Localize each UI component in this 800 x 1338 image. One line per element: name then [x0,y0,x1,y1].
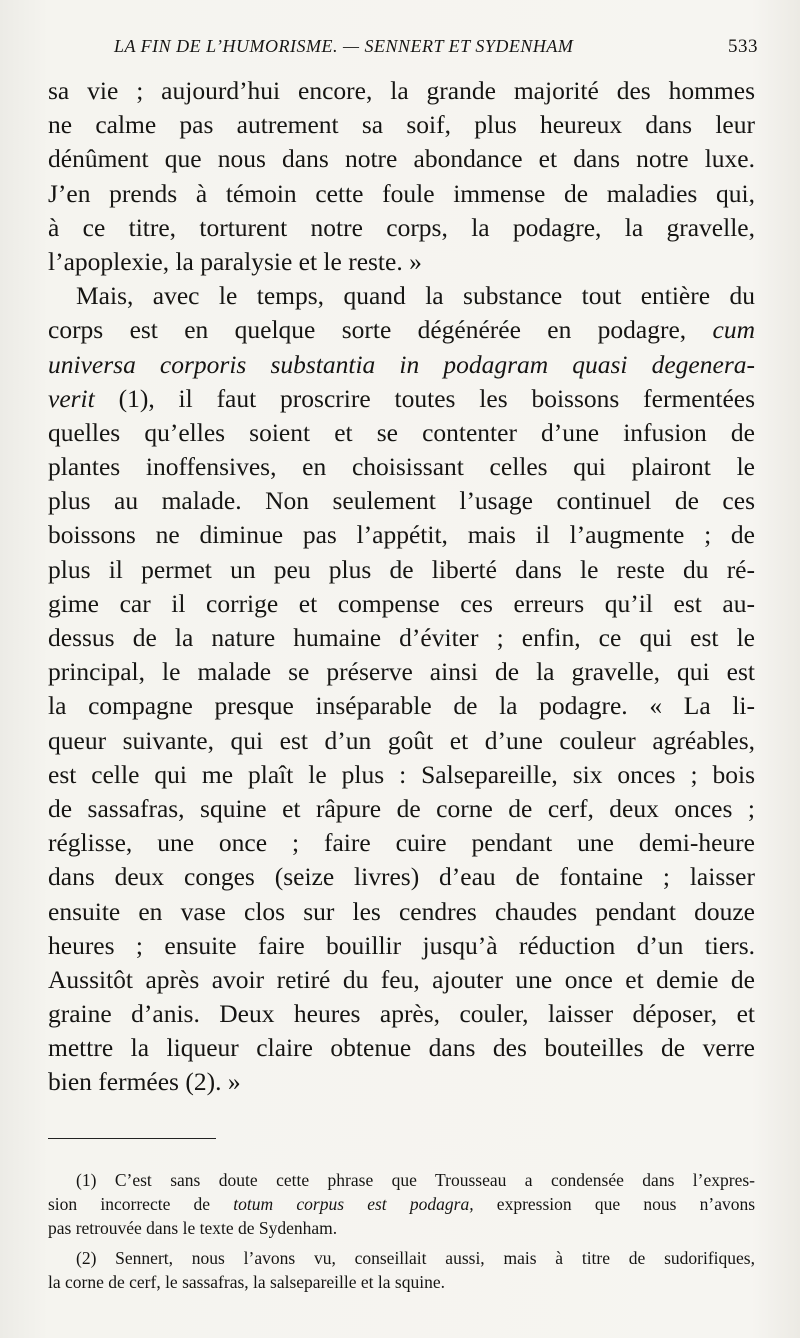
footnote-fragment: sion incorrecte de [48,1194,211,1214]
text-line: mettre la liqueur claire obtenue dans des bouteilles de verre [48,1033,755,1063]
text-line-latin: universa corporis substantia in podagram quasi degenera- [48,349,755,379]
footnote-rule [48,1138,216,1139]
text-line: graine d’anis. Deux heures après, couler, laisser déposer, et [48,999,755,1029]
latin-quote: verit [48,383,95,413]
text-line: quelles qu’elles soient et se contenter d’une infusion de [48,417,755,447]
text-line: plantes inoffensives, en choisissant celles qui plairont le [48,452,755,482]
text-line: dessus de la nature humaine d’éviter ; enfin, ce qui est le [48,623,755,652]
text-line: à ce titre, torturent notre corps, la podagre, la gravelle, [48,212,755,242]
text-line [48,382,755,416]
text-line: Mais, avec le temps, quand la substance tout entière du [76,281,755,311]
text-fragment: corps est en quelque sorte dégénérée en podagre, [48,315,687,345]
running-title: LA FIN DE L’HUMORISME. — SENNERT ET SYDENHAM [114,36,574,56]
text-line: est celle qui me plaît le plus : Salsepareille, six onces ; bois [48,759,755,789]
text-line: bien fermées (2). » [48,1067,241,1097]
footnote-1-line [48,1192,755,1216]
text-line: gime car il corrige et compense ces erreurs qu’il est au- [48,588,755,618]
text-line: dénûment que nous dans notre abondance et dans notre luxe. [48,144,755,174]
text-line: plus il permet un peu plus de liberté dans le reste du ré- [48,554,755,584]
text-line: principal, le malade se préserve ainsi de la gravelle, qui est [48,657,755,687]
text-line: J’en prends à témoin cette foule immense de maladies qui, [48,178,755,208]
footnotes [48,1168,755,1294]
body-text [48,74,755,1100]
text-line: Aussitôt après avoir retiré du feu, ajouter une once et demie de [48,964,755,994]
footnote-latin-quote: totum corpus est podagra, [233,1194,474,1214]
text-line: queur suivante, qui est d’un goût et d’une couleur agréables, [48,725,755,755]
text-line: réglisse, une once ; faire cuire pendant une demi-heure [48,828,755,858]
running-head [48,34,758,60]
latin-quote: cum [712,315,755,345]
footnote-1-line: pas retrouvée dans le texte de Sydenham. [48,1218,338,1238]
text-line: la compagne presque inséparable de la podagre. « La li- [48,691,755,721]
text-fragment: (1), il faut proscrire toutes les boissons fermentées [118,383,756,413]
text-line: plus au malade. Non seulement l’usage continuel de ces [48,486,755,516]
text-line: boissons ne diminue pas l’appétit, mais il l’augmente ; de [48,520,755,550]
text-line: ensuite en vase clos sur les cendres chaudes pendant douze [48,896,755,926]
text-line: ne calme pas autrement sa soif, plus heureux dans leur [48,110,755,140]
text-line: de sassafras, squine et râpure de corne de cerf, deux onces ; [48,793,755,823]
text-line: heures ; ensuite faire bouillir jusqu’à réduction d’un tiers. [48,930,755,960]
text-line: l’apoplexie, la paralysie et le reste. » [48,246,422,276]
page-number: 533 [728,36,758,57]
footnote-2-line: (2) Sennert, nous l’avons vu, conseillait aussi, mais à titre de sudorifiques, [76,1248,755,1268]
footnote-1-line: (1) C’est sans doute cette phrase que Trousseau a condensée dans l’expres- [76,1170,755,1190]
footnote-2-line: la corne de cerf, le sassafras, la salsepareille et la squine. [48,1272,445,1292]
footnote-fragment: expression que nous n’avons [496,1194,756,1214]
text-line [48,313,755,347]
text-line: dans deux conges (seize livres) d’eau de fontaine ; laisser [48,862,755,892]
text-line: sa vie ; aujourd’hui encore, la grande majorité des hommes [48,76,755,105]
